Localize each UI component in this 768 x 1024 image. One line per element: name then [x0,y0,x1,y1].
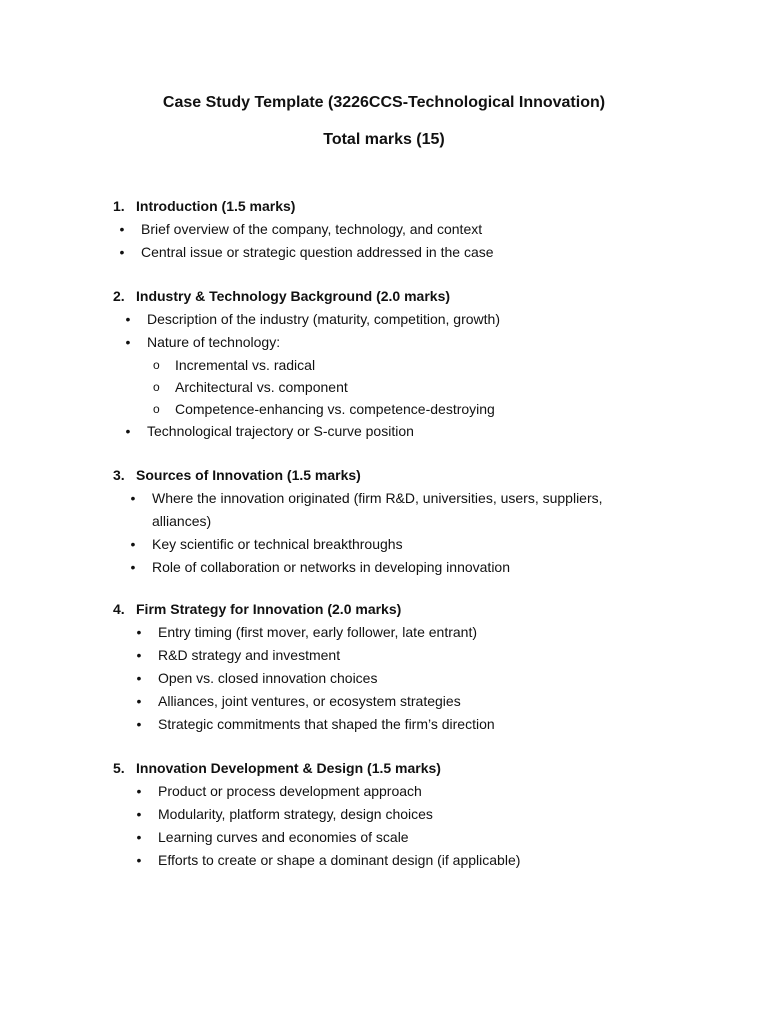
section-title: Sources of Innovation (1.5 marks) [136,467,361,483]
bullet-list [113,780,673,872]
list-item [113,487,642,533]
section-heading [113,464,673,487]
bullet-icon: • [119,244,125,260]
section-industry-background [113,285,673,443]
list-item [113,849,673,872]
sub-list-item [113,398,673,420]
circle-bullet-icon: o [153,358,160,372]
list-item-text: Product or process development approach [158,783,422,799]
section-introduction [113,195,673,264]
bullet-icon: • [136,829,142,845]
list-item-text: Incremental vs. radical [175,357,316,373]
section-number: 2. [113,288,125,304]
section-title: Introduction (1.5 marks) [136,198,296,214]
list-item-text: Description of the industry (maturity, competition, growth) [147,311,500,327]
list-item [113,803,673,826]
bullet-icon: • [130,490,136,506]
list-item [113,420,673,443]
list-item [113,308,673,331]
bullet-icon: • [136,670,142,686]
list-item [113,713,673,736]
section-number: 1. [113,198,125,214]
section-title: Innovation Development & Design (1.5 marks) [136,760,441,776]
list-item [113,780,673,803]
section-number: 4. [113,601,125,617]
section-sources-of-innovation [113,464,673,579]
section-firm-strategy [113,598,673,736]
bullet-icon: • [136,783,142,799]
list-item-text: Open vs. closed innovation choices [158,670,378,686]
section-title: Industry & Technology Background (2.0 marks) [136,288,451,304]
bullet-list [113,218,673,264]
list-item [113,690,673,713]
bullet-list [113,420,673,443]
list-item-text: Key scientific or technical breakthroughs [152,536,403,552]
bullet-icon: • [136,806,142,822]
list-item-text: Learning curves and economies of scale [158,829,409,845]
list-item [113,556,673,579]
list-item-text: Architectural vs. component [175,379,348,395]
list-item-text: Where the innovation originated (firm R&D, universities, users, suppliers, alliances) [152,490,603,529]
section-number: 3. [113,467,125,483]
list-item-text: Role of collaboration or networks in developing innovation [152,559,510,575]
section-heading [113,195,673,218]
bullet-list [113,487,673,579]
list-item-text: Entry timing (first mover, early follower, late entrant) [158,624,477,640]
bullet-icon: • [136,647,142,663]
sub-list-item [113,354,673,376]
list-item [113,826,673,849]
list-item-text: Alliances, joint ventures, or ecosystem strategies [158,693,461,709]
circle-bullet-icon: o [153,380,160,394]
section-development-design [113,757,673,872]
list-item [113,218,673,241]
section-heading [113,285,673,308]
section-number: 5. [113,760,125,776]
list-item-text: Central issue or strategic question addressed in the case [141,244,494,260]
circle-bullet-icon: o [153,402,160,416]
list-item-text: Competence-enhancing vs. competence-destroying [175,401,495,417]
list-item-text: Efforts to create or shape a dominant design (if applicable) [158,852,521,868]
list-item [113,621,673,644]
bullet-icon: • [125,311,131,327]
section-title: Firm Strategy for Innovation (2.0 marks) [136,601,402,617]
document-subtitle: Total marks (15) [323,131,445,148]
sub-bullet-list [113,354,673,420]
bullet-list [113,308,673,354]
list-item [113,667,673,690]
bullet-icon: • [136,852,142,868]
list-item-text: R&D strategy and investment [158,647,341,663]
sub-list-item [113,376,673,398]
list-item-text: Technological trajectory or S-curve position [147,423,414,439]
document-title: Case Study Template (3226CCS-Technological Innovation) [162,94,606,111]
list-item-text: Nature of technology: [147,334,281,350]
bullet-icon: • [136,716,142,732]
bullet-list [113,621,673,736]
section-heading [113,598,673,621]
section-heading [113,757,673,780]
list-item [113,331,673,354]
list-item [113,644,673,667]
list-item-text: Strategic commitments that shaped the firm’s direction [158,716,495,732]
list-item-text: Modularity, platform strategy, design choices [158,806,433,822]
list-item [113,533,673,556]
bullet-icon: • [130,559,136,575]
list-item-text: Brief overview of the company, technology, and context [141,221,483,237]
bullet-icon: • [125,423,131,439]
bullet-icon: • [136,624,142,640]
bullet-icon: • [130,536,136,552]
bullet-icon: • [125,334,131,350]
list-item [113,241,673,264]
bullet-icon: • [136,693,142,709]
bullet-icon: • [119,221,125,237]
